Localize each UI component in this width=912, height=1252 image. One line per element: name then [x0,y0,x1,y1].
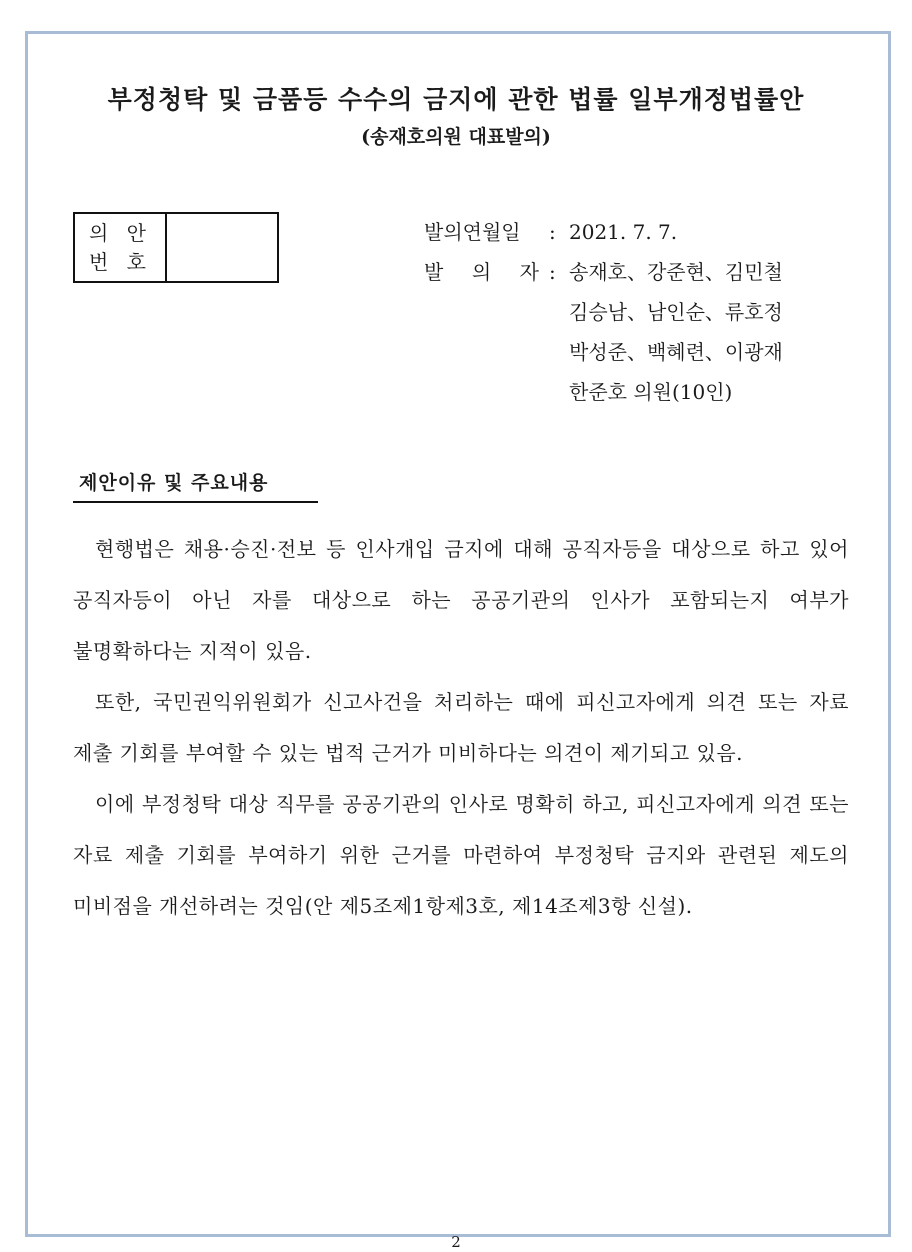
colon: : [549,260,556,284]
bill-number-label [75,214,167,281]
body-text [73,524,849,932]
paragraph: 또한, 국민권익위원회가 신고사건을 처리하는 때에 피신고자에게 의견 또는 자료 제출 기회를 부여할 수 있는 법적 근거가 미비하다는 의견이 제기되고 있음. [73,690,849,765]
proposers-label [424,252,549,292]
proposers-label-char: 발 [424,260,444,284]
proposal-date-row [424,212,783,252]
proposers-line: 송재호、강준현、김민철 [569,260,783,284]
proposers-line: 한준호 의원(10인) [569,380,733,404]
document-subtitle: (송재호의원 대표발의) [361,126,551,148]
bill-number-box [73,212,279,283]
paragraph: 현행법은 채용·승진·전보 등 인사개입 금지에 대해 공직자등을 대상으로 하고 있어 공직자등이 아닌 자를 대상으로 하는 공공기관의 인사가 포함되는지 여부가 불명확하다는 지적이 있음. [73,537,849,663]
bill-number-label-line2: 번 호 [89,250,152,274]
bill-number-value [167,214,277,281]
proposers-label-char: 자 [519,260,539,284]
bill-metadata [424,212,783,412]
proposal-date-label: 발의연월일 [424,220,521,244]
bill-number-label-line1: 의 안 [89,221,152,245]
proposers-row [424,252,783,292]
page-number: 2 [451,1233,461,1251]
paragraph: 이에 부정청탁 대상 직무를 공공기관의 인사로 명확히 하고, 피신고자에게 의견 또는 자료 제출 기회를 부여하기 위한 근거를 마련하여 부정청탁 금지와 관련된 제도의 미비점을 개선하려는 것임(안 제5조제1항제3호, 제14조제3항 신설). [73,792,849,918]
colon: : [549,220,556,244]
proposers-line: 박성준、백혜련、이광재 [569,340,783,364]
proposers-label-char: 의 [471,260,492,284]
section-heading: 제안이유 및 주요내용 [73,468,318,503]
proposal-date-value: 2021. 7. 7. [569,220,678,244]
proposers-line: 김승남、남인순、류호정 [569,300,783,324]
document-title: 부정청탁 및 금품등 수수의 금지에 관한 법률 일부개정법률안 [107,85,805,114]
